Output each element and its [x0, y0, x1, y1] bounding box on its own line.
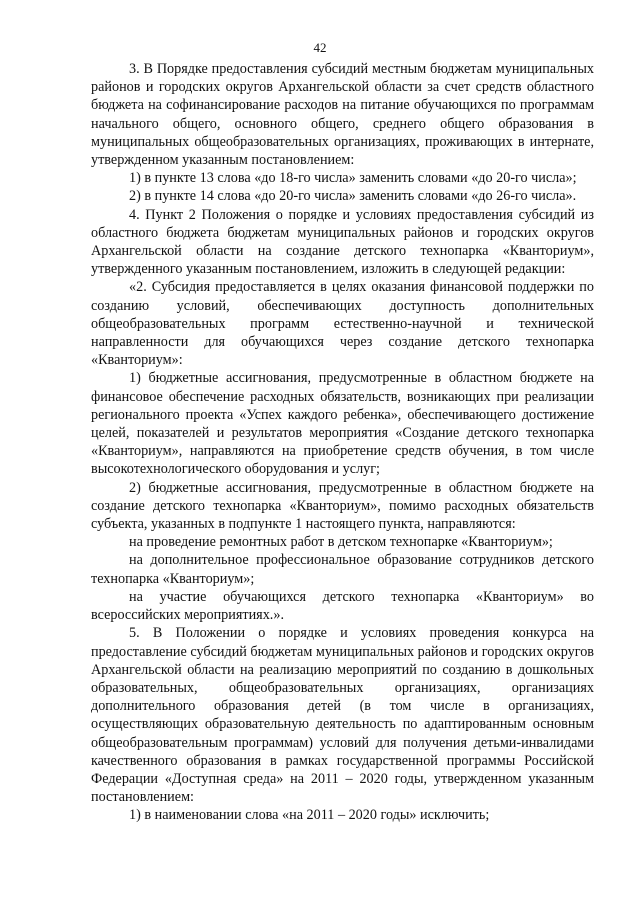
paragraph-4-subsidy-clause: «2. Субсидия предоставляется в целях оказания финансовой поддержки по созданию условий, обеспечивающих доступность дополнительных общеобразовательных программ естественно-научной и технической направленности для обучающихся через создание детского технопарка «Кванториум»:	[91, 279, 594, 369]
document-body	[91, 60, 594, 825]
paragraph-5: 5. В Положении о порядке и условиях проведения конкурса на предоставление субсидий бюджетам муниципальных районов и городских округов Архангельской области на реализацию мероприятий по созданию в дошкольных образовательных, общеобразовательных организациях, организациях дополнительного образования детей (в том числе в организациях, осуществляющих образовательную деятельность по адаптированным основным общеобразовательным программам) условий для получения детьми-инвалидами качественного образования в рамках государственной программы Российской Федерации «Доступная среда» на 2011 – 2020 годы, утвержденном указанным постановлением:	[91, 625, 594, 806]
paragraph-4-repair-works: на проведение ремонтных работ в детском технопарке «Кванториум»;	[129, 534, 553, 551]
paragraph-4-staff-education: на дополнительное профессиональное образование сотрудников детского технопарка «Кванториум»;	[91, 552, 594, 587]
paragraph-4-student-events: на участие обучающихся детского технопарка «Кванториум» во всероссийских мероприятиях.».	[91, 588, 594, 624]
paragraph-3-item-2: 2) в пункте 14 слова «до 20-го числа» заменить словами «до 26-го числа».	[129, 188, 577, 205]
paragraph-5-item-1: 1) в наименовании слова «на 2011 – 2020 годы» исключить;	[129, 807, 490, 824]
paragraph-4: 4. Пункт 2 Положения о порядке и условиях предоставления субсидий из областного бюджета бюджетам муниципальных районов и городских округов Архангельской области на создание детского технопарка «Кванториум», утвержденного указанным постановлением, изложить в следующей редакции:	[91, 206, 594, 278]
paragraph-4-item-1: 1) бюджетные ассигнования, предусмотренные в областном бюджете на финансовое обеспечение расходных обязательств, возникающих при реализации регионального проекта «Успех каждого ребенка», обеспечивающего достижение целей, показателей и результатов мероприятия «Создание детского технопарка «Кванториум», направляются на приобретение средств обучения, в том числе высокотехнологического оборудования и услуг;	[91, 370, 594, 478]
paragraph-4-item-2: 2) бюджетные ассигнования, предусмотренные в областном бюджете на создание детского технопарка «Кванториум», помимо расходных обязательств субъекта, указанных в подпункте 1 настоящего пункта, направляются:	[91, 479, 594, 533]
page-number: 42	[313, 40, 327, 55]
paragraph-3: 3. В Порядке предоставления субсидий местным бюджетам муниципальных районов и городских округов Архангельской области за счет средств областного бюджета на софинансирование расходов на питание обучающихся по программам начального общего, основного общего, среднего общего образования в муниципальных общеобразовательных организациях, проживающих в интернате, утвержденном указанным постановлением:	[91, 61, 594, 169]
paragraph-3-item-1: 1) в пункте 13 слова «до 18-го числа» заменить словами «до 20-го числа»;	[129, 170, 577, 187]
